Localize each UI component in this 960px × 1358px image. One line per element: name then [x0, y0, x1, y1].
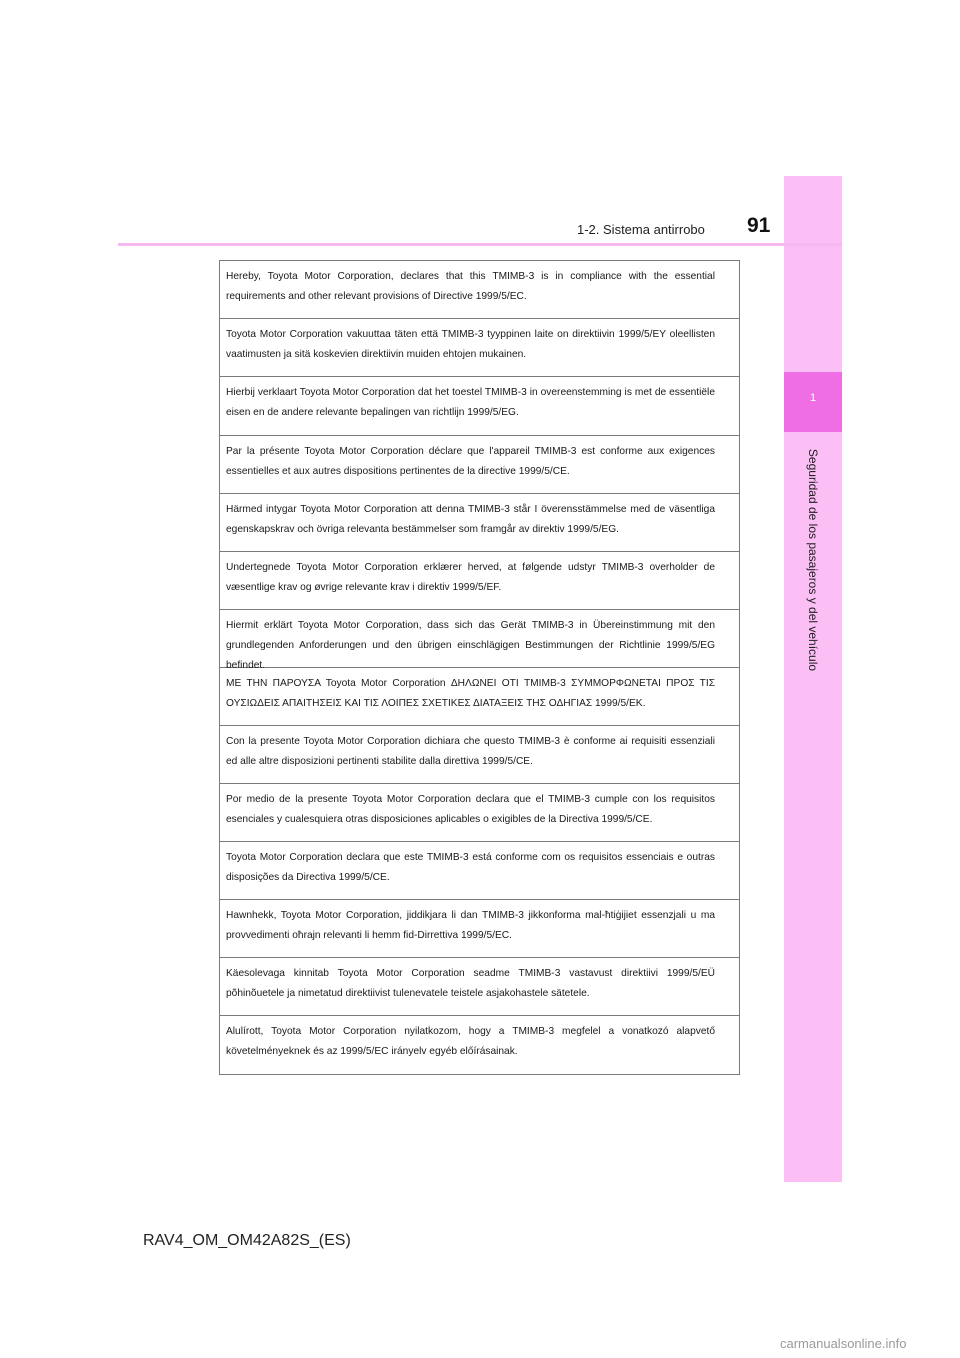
- declaration-row-de: [220, 610, 739, 671]
- chapter-number: 1: [809, 392, 817, 404]
- declaration-row-hu: [220, 1016, 739, 1074]
- declaration-row-el: [220, 668, 739, 726]
- chapter-side-tab: [784, 176, 842, 1182]
- declaration-text: Toyota Motor Corporation declara que este TMIMB-3 está conforme com os requisitos essenciais e outras disposições da Directiva 1999/5/CE.: [226, 852, 715, 883]
- declaration-row-it: [220, 726, 739, 784]
- declaration-text: Undertegnede Toyota Motor Corporation erklærer herved, at følgende udstyr TMIMB-3 overholder de væsentlige krav og øvrige relevante krav i direktiv 1999/5/EF.: [226, 562, 715, 593]
- declaration-row-nl: [220, 377, 739, 436]
- declaration-row-fi: [220, 319, 739, 377]
- declaration-row-da: [220, 552, 739, 610]
- declaration-text: Hereby, Toyota Motor Corporation, declares that this TMIMB-3 is in compliance with the essential requirements and other relevant provisions of Directive 1999/5/EC.: [226, 271, 715, 302]
- declaration-row-en: [220, 261, 739, 319]
- declaration-text: Par la présente Toyota Motor Corporation déclare que l'appareil TMIMB-3 est conforme aux exigences essentielles et aux autres dispositions pertinentes de la directive 1999/5/CE.: [226, 446, 715, 477]
- declaration-text: Hierbij verklaart Toyota Motor Corporation dat het toestel TMIMB-3 in overeenstemming is met de essentiële eisen en de andere relevante bepalingen van richtlijn 1999/5/EG.: [226, 387, 715, 418]
- header-divider: [118, 243, 842, 246]
- chapter-title: Seguridad de los pasajeros y del vehículo: [806, 448, 820, 672]
- declaration-row-et: [220, 958, 739, 1016]
- declaration-text: Härmed intygar Toyota Motor Corporation att denna TMIMB-3 står I överensstämmelse med de väsentliga egenskapskrav och övriga relevanta bestämmelser som framgår av direktiv 1999/5/EG.: [226, 504, 715, 535]
- declaration-row-es: [220, 784, 739, 842]
- page-number: 91: [747, 214, 771, 237]
- declaration-row-pt: [220, 842, 739, 900]
- section-title: 1-2. Sistema antirrobo: [577, 222, 705, 237]
- declaration-row-fr: [220, 436, 739, 494]
- declaration-row-sv: [220, 494, 739, 552]
- declarations-table: [219, 260, 740, 1075]
- declaration-row-mt: [220, 900, 739, 958]
- declaration-text: Toyota Motor Corporation vakuuttaa täten että TMIMB-3 tyyppinen laite on direktiivin 1999/5/EY oleellisten vaatimusten ja sitä koskevien direktiivin muiden ehtojen mukainen.: [226, 329, 715, 360]
- document-code: RAV4_OM_OM42A82S_(ES): [143, 1232, 351, 1249]
- declaration-text: Por medio de la presente Toyota Motor Corporation declara que el TMIMB-3 cumple con los requisitos esenciales y cualesquiera otras disposiciones aplicables o exigibles de la Directiva 1999/5/CE.: [226, 794, 715, 825]
- declaration-text: ΜΕ ΤΗΝ ΠΑΡΟΥΣΑ Toyota Motor Corporation ΔΗΛΩΝΕΙ ΟΤΙ TMIMB-3 ΣΥΜΜΟΡΦΩΝΕΤΑΙ ΠΡΟΣ ΤΙΣ ΟΥΣΙΩΔΕΙΣ ΑΠΑΙΤΗΣΕΙΣ ΚΑΙ ΤΙΣ ΛΟΙΠΕΣ ΣΧΕΤΙΚΕΣ ΔΙΑΤΑΞΕΙΣ ΤΗΣ ΟΔΗΓΙΑΣ 1999/5/ΕΚ.: [226, 678, 715, 709]
- site-watermark: carmanualsonline.info: [780, 1336, 907, 1351]
- declaration-text: Hiermit erklärt Toyota Motor Corporation, dass sich das Gerät TMIMB-3 in Übereinstimmung mit den grundlegenden Anforderungen und den übrigen einschlägigen Bestimmungen der Richtlinie 1999/5/EG befindet.: [226, 620, 715, 671]
- declaration-text: Alulírott, Toyota Motor Corporation nyilatkozom, hogy a TMIMB-3 megfelel a vonatkozó alapvető követelményeknek és az 1999/5/EC irányelv egyéb előírásainak.: [226, 1026, 715, 1057]
- declaration-text: Käesolevaga kinnitab Toyota Motor Corporation seadme TMIMB-3 vastavust direktiivi 1999/5/EÜ põhinõuetele ja nimetatud direktiivist tulenevatele teistele asjakohastele sätetele.: [226, 968, 715, 999]
- declaration-text: Con la presente Toyota Motor Corporation dichiara che questo TMIMB-3 è conforme ai requisiti essenziali ed alle altre disposizioni pertinenti stabilite dalla direttiva 1999/5/CE.: [226, 736, 715, 767]
- declaration-text: Hawnhekk, Toyota Motor Corporation, jiddikjara li dan TMIMB-3 jikkonforma mal-ħtiġijiet essenzjali u ma provvedimenti oħrajn relevanti li hemm fid-Dirrettiva 1999/5/EC.: [226, 910, 715, 941]
